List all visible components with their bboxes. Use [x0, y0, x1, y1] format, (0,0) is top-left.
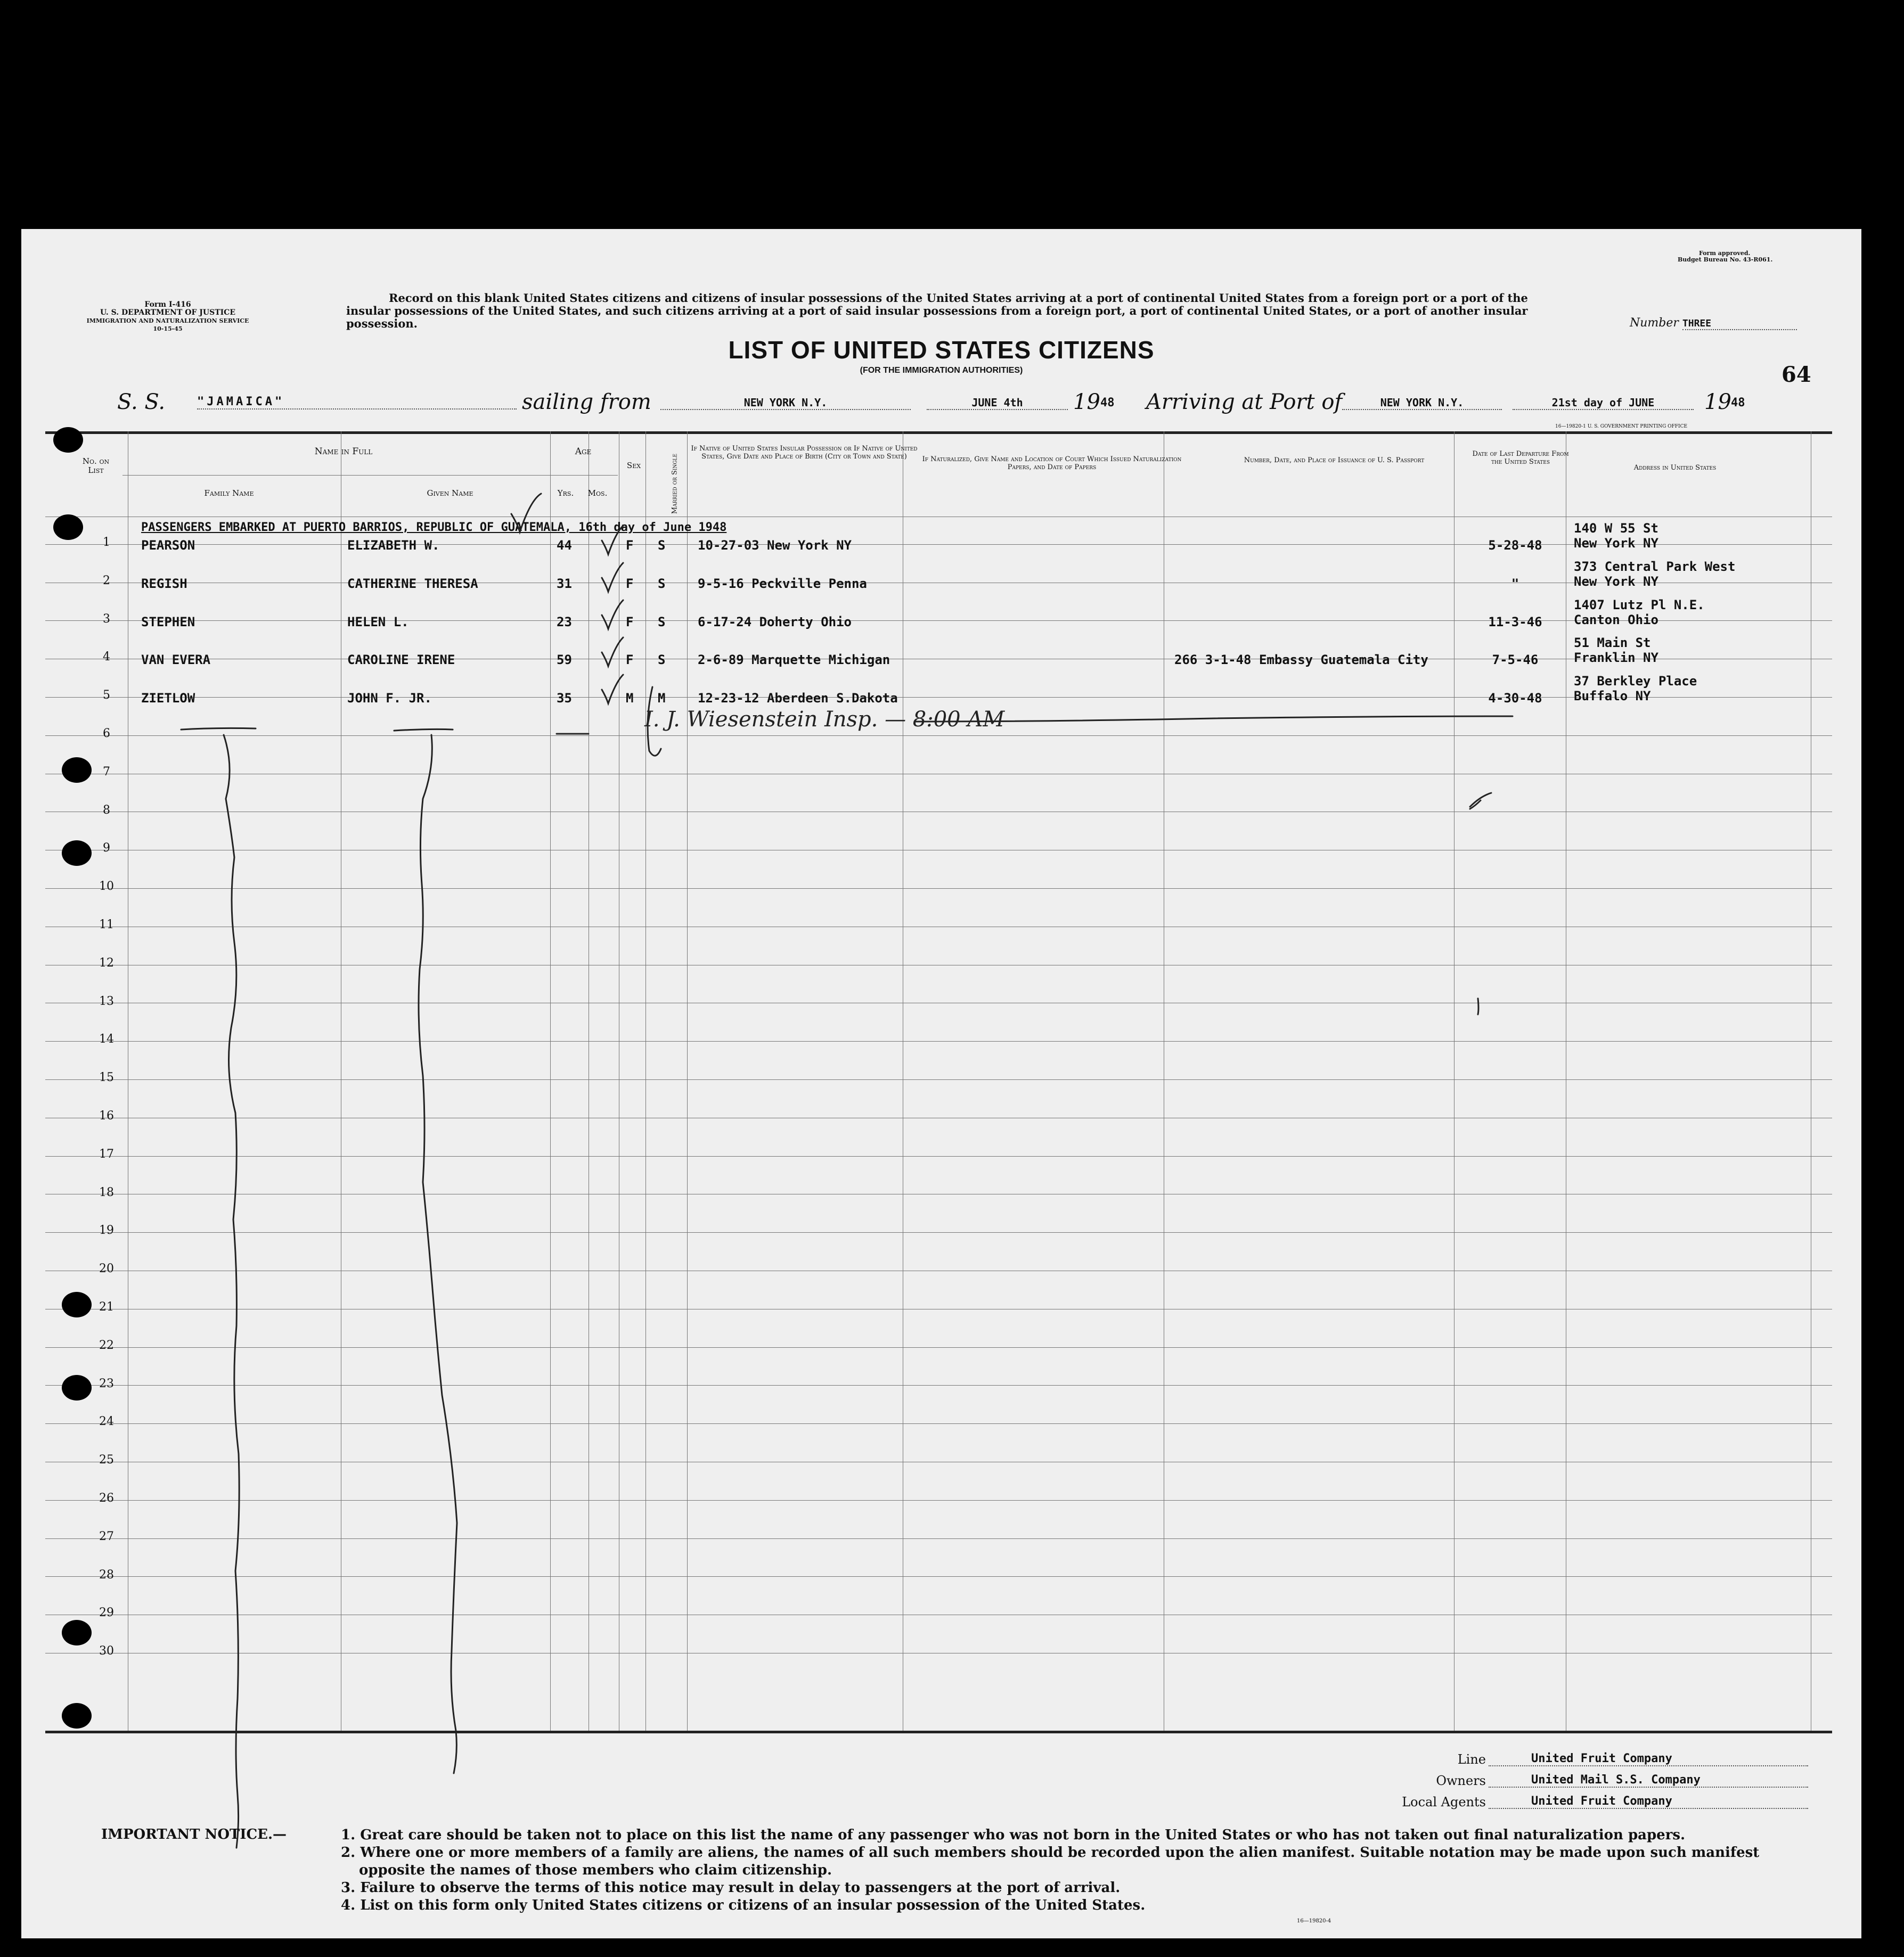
family-ditto-stroke — [224, 735, 239, 1848]
sail-year-prefix: 19 — [1073, 390, 1100, 414]
marital-cell: S — [658, 652, 666, 667]
row-number: 1 — [103, 536, 110, 549]
address-line1: 51 Main St — [1574, 635, 1651, 650]
address-line1: 1407 Lutz Pl N.E. — [1574, 597, 1705, 612]
arrival-port: NEW YORK N.Y. — [1342, 396, 1502, 410]
handwriting-marks — [21, 229, 1861, 1938]
row-number: 21 — [99, 1300, 114, 1314]
form-code: 16—19820-4 — [1297, 1918, 1331, 1924]
row-number: 9 — [103, 841, 110, 855]
header-passport: Number, Date, and Place of Issuance of U. S. Passport — [1244, 456, 1425, 464]
row-number: 4 — [103, 650, 110, 664]
form-date: 10-15-45 — [153, 325, 183, 332]
stray-mark — [1470, 793, 1491, 809]
marital-cell: S — [658, 538, 666, 553]
arriving-label: Arriving at Port of — [1146, 390, 1343, 414]
checkmark-given — [511, 494, 541, 532]
page-title: LIST OF UNITED STATES CITIZENS — [728, 336, 1155, 364]
row-number: 29 — [99, 1606, 114, 1619]
sex-cell: F — [626, 538, 634, 553]
owners-label: Owners — [1436, 1773, 1486, 1788]
given-name-cell: HELEN L. — [347, 615, 409, 629]
sex-cell: F — [626, 652, 634, 667]
row-number: 2 — [103, 574, 110, 587]
punch-hole — [62, 840, 92, 866]
row-number: 28 — [99, 1568, 114, 1582]
sailing-from-port: NEW YORK N.Y. — [660, 396, 911, 410]
departure-cell: 4-30-48 — [1488, 691, 1542, 706]
checkmark-row4 — [602, 637, 623, 666]
departure-cell: 7-5-46 — [1492, 652, 1539, 667]
page-subtitle: (FOR THE IMMIGRATION AUTHORITIES) — [860, 366, 1023, 375]
manifest-sheet — [21, 229, 1861, 1938]
form-number: Form I-416 — [144, 300, 191, 309]
embark-line: PASSENGERS EMBARKED AT PUERTO BARRIOS, REPUBLIC OF GUATEMALA, 16th day of June 1948 — [141, 521, 727, 534]
departure-cell: 11-3-46 — [1488, 615, 1542, 629]
row-number: 19 — [99, 1224, 114, 1237]
arrival-day: 21st day of JUNE — [1513, 396, 1694, 410]
notice-label: IMPORTANT NOTICE.— — [101, 1827, 287, 1843]
page-number: 64 — [1782, 362, 1811, 387]
row-number: 6 — [103, 727, 110, 740]
punch-hole — [62, 1292, 92, 1317]
header-family-name: Family Name — [204, 488, 254, 498]
punch-hole — [53, 427, 83, 453]
sex-cell: F — [626, 576, 634, 591]
row-number: 22 — [99, 1339, 114, 1352]
sail-date: JUNE 4th — [927, 396, 1068, 410]
ss-label: S. S. — [117, 390, 166, 414]
address-line2: Canton Ohio — [1574, 612, 1658, 627]
sex-cell: M — [626, 691, 634, 706]
checkmarks — [181, 494, 1513, 1848]
marital-cell: M — [658, 691, 666, 706]
row-number: 15 — [99, 1071, 114, 1084]
header-name-in-full: Name in Full — [314, 446, 373, 457]
sail-year: 48 — [1100, 396, 1115, 410]
age-cell: 59 — [557, 652, 572, 667]
birth-cell: 2-6-89 Marquette Michigan — [698, 652, 890, 667]
row-number: 11 — [99, 918, 114, 931]
row-number: 30 — [99, 1644, 114, 1658]
row-number: 3 — [103, 612, 110, 626]
notice-list — [341, 1827, 1811, 1914]
header-months: Mos. — [587, 488, 608, 498]
number-value: THREE — [1682, 318, 1797, 330]
punch-hole — [62, 757, 92, 783]
agents-label: Local Agents — [1402, 1795, 1486, 1809]
header-given-name: Given Name — [427, 488, 473, 498]
line-label: Line — [1457, 1752, 1486, 1767]
row-number: 24 — [99, 1415, 114, 1428]
printing-office: 16—19820-1 U. S. GOVERNMENT PRINTING OFFICE — [1555, 424, 1688, 429]
row-number: 27 — [99, 1530, 114, 1543]
family-name-cell: REGISH — [141, 576, 187, 591]
address-line2: Buffalo NY — [1574, 689, 1651, 703]
line-value: United Fruit Company — [1489, 1752, 1808, 1766]
birth-cell: 12-23-12 Aberdeen S.Dakota — [698, 691, 898, 706]
arrival-year-prefix: 19 — [1704, 390, 1731, 414]
age-cell: 23 — [557, 615, 572, 629]
age-cell: 31 — [557, 576, 572, 591]
owners-value: United Mail S.S. Company — [1489, 1773, 1808, 1788]
row-number: 13 — [99, 995, 114, 1008]
header-years: Yrs. — [557, 488, 574, 498]
punch-hole — [62, 1703, 92, 1729]
row-number: 8 — [103, 804, 110, 817]
given-ditto-stroke — [419, 735, 457, 1773]
birth-cell: 9-5-16 Peckville Penna — [698, 576, 867, 591]
punch-hole — [62, 1375, 92, 1401]
row-number: 12 — [99, 956, 114, 970]
ship-name: "JAMAICA" — [197, 395, 517, 410]
departure-cell: 5-28-48 — [1488, 538, 1542, 553]
notice-3: 3. Failure to observe the terms of this notice may result in delay to passengers at the port of arrival. — [341, 1880, 1121, 1896]
birth-cell: 10-27-03 New York NY — [698, 538, 852, 553]
passport-cell: 266 3-1-48 Embassy Guatemala City — [1174, 652, 1428, 667]
checkmark-row2 — [602, 563, 623, 592]
family-name-cell: ZIETLOW — [141, 691, 195, 706]
sailing-from-label: sailing from — [522, 390, 651, 414]
marital-cell: S — [658, 576, 666, 591]
header-no-on-list: No. on List — [82, 456, 110, 475]
signature-line — [916, 716, 1513, 722]
row-number: 17 — [99, 1148, 114, 1161]
checkmark-row3 — [602, 600, 623, 629]
header-sex: Sex — [626, 461, 641, 470]
birth-cell: 6-17-24 Doherty Ohio — [698, 615, 852, 629]
address-line1: 373 Central Park West — [1574, 559, 1736, 574]
row-number: 18 — [99, 1186, 114, 1199]
arrival-year: 48 — [1731, 396, 1745, 410]
agents-value: United Fruit Company — [1489, 1795, 1808, 1809]
service: IMMIGRATION AND NATURALIZATION SERVICE — [86, 317, 249, 324]
header-married-single: Married or Single — [671, 453, 679, 514]
family-name-cell: VAN EVERA — [141, 652, 211, 667]
department: U. S. DEPARTMENT OF JUSTICE — [100, 308, 235, 317]
row-number: 7 — [103, 765, 110, 779]
family-name-cell: PEARSON — [141, 538, 195, 553]
header-last-departure: Date of Last Departure From the United States — [1472, 450, 1569, 466]
header-native: If Native of United States Insular Possession or If Native of United States, Give Date and Place of Birth (City or Town and State) — [691, 445, 918, 461]
row-number: 26 — [99, 1492, 114, 1505]
header-address: Address in United States — [1633, 464, 1717, 472]
checkmark-row5 — [602, 675, 623, 703]
family-stroke-top — [181, 728, 256, 730]
family-name-cell: STEPHEN — [141, 615, 195, 629]
row-number: 23 — [99, 1377, 114, 1390]
address-line1: 37 Berkley Place — [1574, 674, 1697, 689]
sex-cell: F — [626, 615, 634, 629]
given-name-cell: ELIZABETH W. — [347, 538, 440, 553]
marital-cell: S — [658, 615, 666, 629]
address-line1: 140 W 55 St — [1574, 521, 1658, 536]
address-line2: Franklin NY — [1574, 650, 1658, 665]
checkmark-row1 — [602, 526, 623, 554]
inspector-signature: I. J. Wiesenstein Insp. — 8:00 AM — [644, 707, 1005, 732]
address-line2: New York NY — [1574, 536, 1658, 551]
given-name-cell: JOHN F. JR. — [347, 691, 432, 706]
row-number: 5 — [103, 689, 110, 702]
notice-2: 2. Where one or more members of a family are aliens, the names of all such members should be recorded upon the alien manifest. Suitable notation may be made upon such manifest opposite the names of those members who claim citizenship. — [341, 1845, 1760, 1878]
record-instructions: Record on this blank United States citizens and citizens of insular possessions of the United States arriving at a port of continental United States from a foreign port or a port of the insular possessions of the United States, and such citizens arriving at a port of said insular possessions from a foreign port, a port of continental United States, or a port of another insular possession. — [346, 291, 1528, 330]
approval-line1: Form approved. — [1699, 250, 1751, 257]
row-number: 16 — [99, 1109, 114, 1123]
punch-hole — [53, 514, 83, 540]
number-label: Number — [1630, 316, 1679, 330]
age-cell: 44 — [557, 538, 572, 553]
notice-4: 4. List on this form only United States citizens or citizens of an insular possession of the United States. — [341, 1897, 1146, 1913]
approval-line2: Budget Bureau No. 43-R061. — [1678, 256, 1773, 263]
departure-cell: " — [1511, 576, 1519, 591]
row-number: 14 — [99, 1033, 114, 1046]
given-name-cell: CAROLINE IRENE — [347, 652, 455, 667]
address-line2: New York NY — [1574, 574, 1658, 589]
header-age: Age — [575, 446, 592, 457]
punch-hole — [62, 1620, 92, 1645]
row-number: 20 — [99, 1262, 114, 1275]
header-naturalized: If Naturalized, Give Name and Location of Court Which Issued Naturalization Papers, and Date of Papers — [922, 455, 1182, 471]
given-stroke-top — [394, 729, 453, 731]
row-number: 10 — [99, 880, 114, 893]
given-name-cell: CATHERINE THERESA — [347, 576, 478, 591]
age-cell: 35 — [557, 691, 572, 706]
notice-1: 1. Great care should be taken not to place on this list the name of any passenger who was not born in the United States or who has not taken out final naturalization papers. — [341, 1827, 1686, 1843]
row-number: 25 — [99, 1453, 114, 1467]
